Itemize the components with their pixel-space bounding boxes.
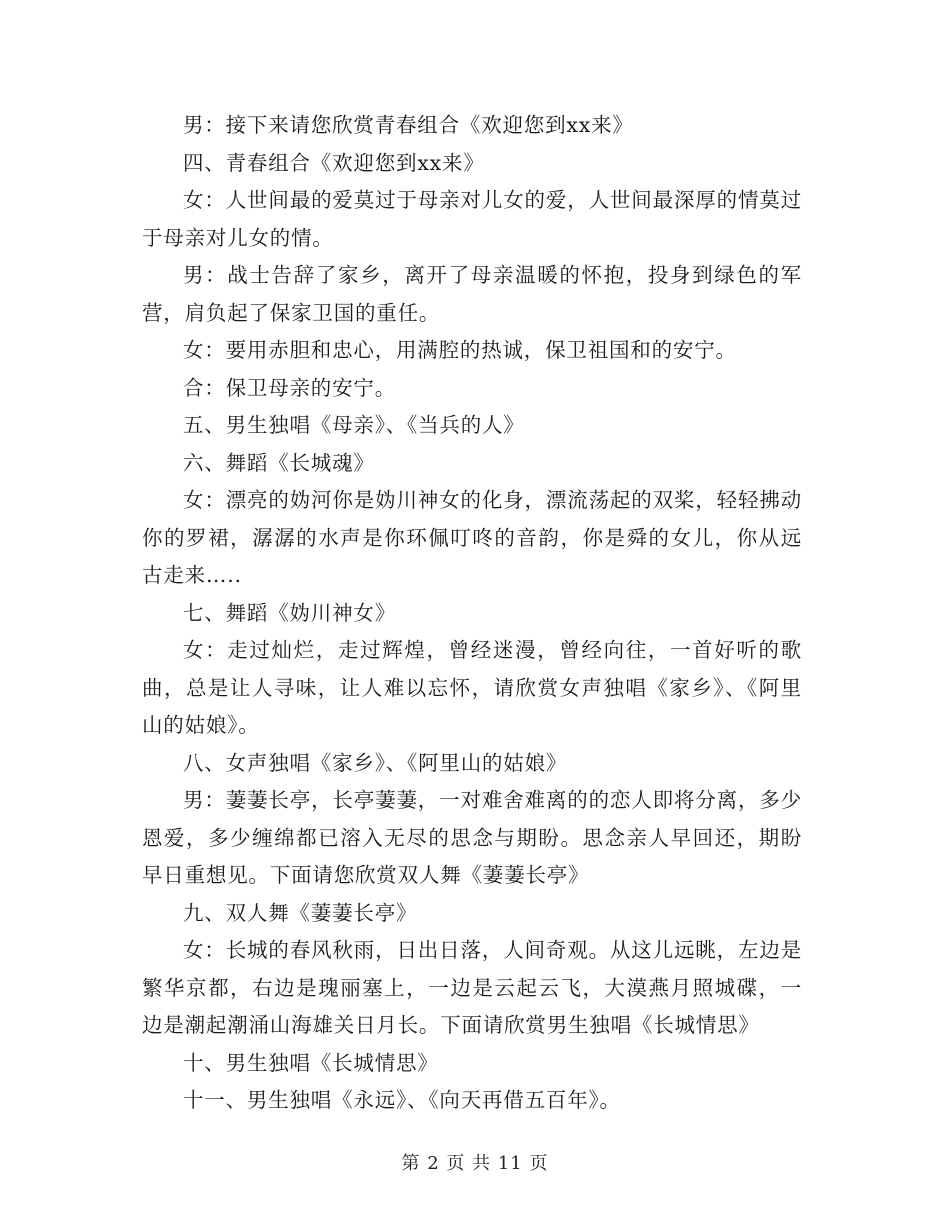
program-item-6: 六、舞蹈《长城魂》 xyxy=(183,450,375,475)
paragraph-female-songs: 女：走过灿烂，走过辉煌，曾经迷漫，曾经向往，一首好听的歌曲，总是让人寻味，让人难以忘怀，请欣赏女声独唱《家乡》、《阿里山的姑娘》。 xyxy=(142,638,802,737)
paragraph-male-intro-youth-group: 男：接下来请您欣赏青春组合《欢迎您到xx来》 xyxy=(183,113,634,137)
paragraph-together: 合：保卫母亲的安宁。 xyxy=(183,375,396,400)
paragraph-male-soldier: 男：战士告辞了家乡，离开了母亲温暖的怀抱，投身到绿色的军营，肩负起了保家卫国的重任。 xyxy=(142,263,802,325)
paragraph-female-defend: 女：要用赤胆和忠心，用满腔的热诚，保卫祖国和的安宁。 xyxy=(183,338,737,362)
program-item-5: 五、男生独唱《母亲》、《当兵的人》 xyxy=(183,413,525,437)
paragraph-male-changting: 男：萋萋长亭，长亭萋萋，一对难舍难离的的恋人即将分离，多少恩爱，多少缠绵都已溶入无尽的思念与期盼。思念亲人早回还，期盼早日重想见。下面请您欣赏双人舞《萋萋长亭》 xyxy=(142,788,802,887)
program-item-4: 四、青春组合《欢迎您到xx来》 xyxy=(183,150,485,175)
program-item-9: 九、双人舞《萋萋长亭》 xyxy=(183,900,418,925)
program-item-10: 十、男生独唱《长城情思》 xyxy=(183,1050,439,1075)
paragraph-female-mother-love: 女：人世间最的爱莫过于母亲对儿女的爱，人世间最深厚的情莫过于母亲对儿女的情。 xyxy=(142,188,802,250)
program-item-7: 七、舞蹈《妫川神女》 xyxy=(183,600,396,625)
program-item-11: 十一、男生独唱《永远》、《向天再借五百年》。 xyxy=(183,1088,621,1112)
program-item-8: 八、女声独唱《家乡》、《阿里山的姑娘》 xyxy=(183,750,568,775)
paragraph-female-great-wall: 女：长城的春风秋雨，日出日落，人间奇观。从这儿远眺，左边是繁华京都，右边是瑰丽塞上，一边是云起云飞，大漠燕月照城碟，一边是潮起潮涌山海雄关日月长。下面请欣赏男生独唱《长城情思》 xyxy=(142,938,802,1037)
page-number-footer: 第 2 页 共 11 页 xyxy=(401,1153,549,1174)
document-body xyxy=(142,107,802,1120)
paragraph-female-guihe: 女：漂亮的妫河你是妫川神女的化身，漂流荡起的双桨，轻轻拂动你的罗裙，潺潺的水声是你环佩叮咚的音韵，你是舜的女儿，你从远古走来….. xyxy=(142,488,802,587)
